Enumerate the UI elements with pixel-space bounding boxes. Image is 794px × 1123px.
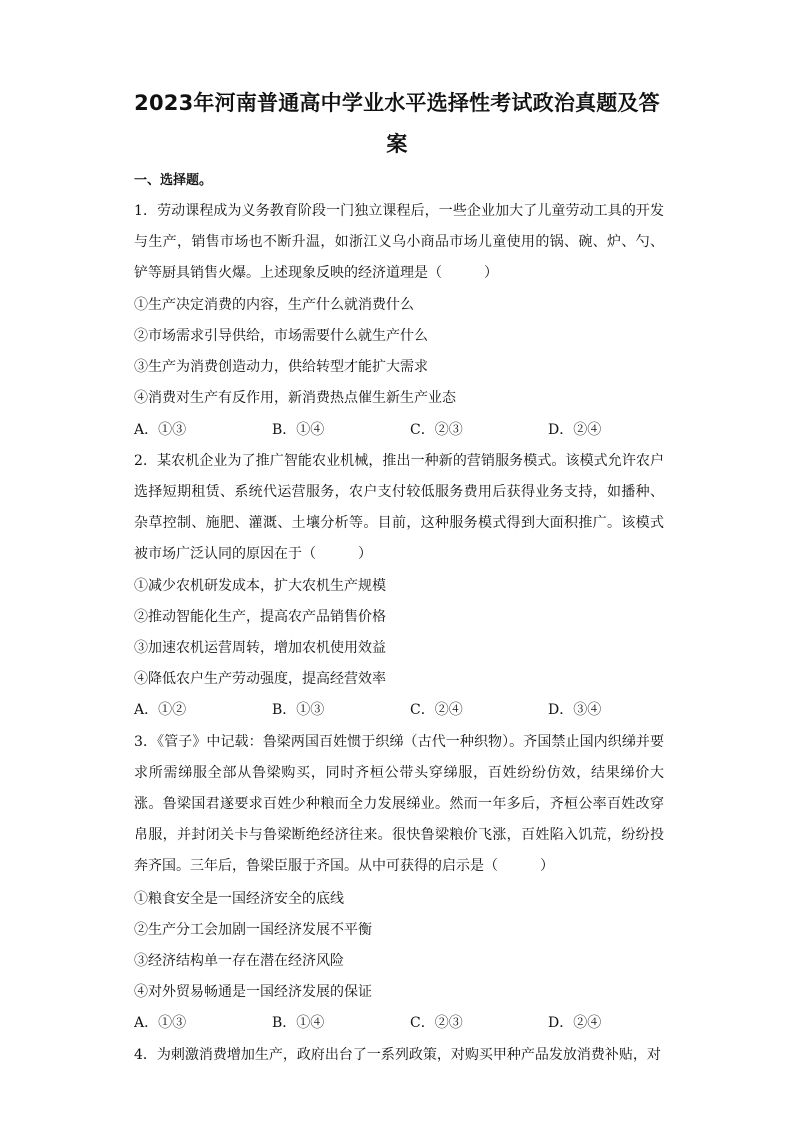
question-3-option-a: A．①③ (134, 1015, 187, 1031)
question-3-statement-2: ②生产分工会加剧一国经济发展不平衡 (134, 922, 372, 938)
question-2-statement-4: ④降低农户生产劳动强度，提高经营效率 (134, 671, 386, 687)
question-2-option-d: D．③④ (548, 702, 602, 718)
question-1-option-b: B．①④ (272, 422, 325, 438)
question-2-option-c: C．②④ (410, 702, 463, 718)
question-1-options (134, 420, 664, 440)
question-1-option-c: C．②③ (410, 422, 463, 438)
question-3-option-d: D．②④ (548, 1015, 602, 1031)
question-1-stem: 1．劳动课程成为义务教育阶段一门独立课程后，一些企业加大了儿童劳动工具的开发与生产，销售市场也不断升温，如浙江义乌小商品市场儿童使用的锅、碗、炉、勺、铲等厨具销售火爆。上述现象反映的经济道理是（ ） (134, 203, 664, 281)
document-title-line-2: 案 (386, 132, 408, 156)
question-1-option-a: A．①③ (134, 422, 187, 438)
question-1-statement-4: ④消费对生产有反作用，新消费热点催生新生产业态 (134, 390, 456, 406)
question-3-option-b: B．①④ (272, 1015, 325, 1031)
question-2-statement-2: ②推动智能化生产，提高农产品销售价格 (134, 609, 386, 625)
question-3-stem: 3．《管子》中记载：鲁梁两国百姓惯于织绨（古代一种织物）。齐国禁止国内织绨并要求所需绨服全部从鲁梁购买，同时齐桓公带头穿绨服，百姓纷纷仿效，结果绨价大涨。鲁梁国君遂要求百姓少种粮而全力发展绨业。然而一年多后，齐桓公率百姓改穿帛服，并封闭关卡与鲁梁断绝经济往来。很快鲁梁粮价飞涨，百姓陷入饥荒，纷纷投奔齐国。三年后，鲁梁臣服于齐国。从中可获得的启示是（ ） (134, 734, 664, 874)
question-1-option-d: D．②④ (548, 422, 602, 438)
question-3-statement-3: ③经济结构单一存在潜在经济风险 (134, 953, 344, 969)
question-2-statement-3: ③加速农机运营周转，增加农机使用效益 (134, 640, 386, 656)
question-1-statement-2: ②市场需求引导供给，市场需要什么就生产什么 (134, 328, 428, 344)
question-3-statement-4: ④对外贸易畅通是一国经济发展的保证 (134, 984, 372, 1000)
question-2-stem: 2．某农机企业为了推广智能农业机械，推出一种新的营销服务模式。该模式允许农户选择短期租赁、系统代运营服务，农户支付较低服务费用后获得业务支持，如播种、杂草控制、施肥、灌溉、土壤分析等。目前，这种服务模式得到大面积推广。该模式被市场广泛认同的原因在于（ ） (134, 453, 664, 562)
question-2-option-a: A．①② (134, 702, 187, 718)
question-2-options (134, 700, 664, 720)
question-4-stem: 4．为刺激消费增加生产，政府出台了一系列政策，对购买甲种产品发放消费补贴，对 (134, 1047, 661, 1063)
question-3-option-c: C．②③ (410, 1015, 463, 1031)
question-1-statement-1: ①生产决定消费的内容，生产什么就消费什么 (134, 297, 414, 313)
question-3-options (134, 1013, 664, 1033)
question-2-statement-1: ①减少农机研发成本，扩大农机生产规模 (134, 578, 386, 594)
section-heading: 一、选择题。 (134, 173, 213, 188)
question-3-statement-1: ①粮食安全是一国经济安全的底线 (134, 891, 344, 907)
question-2-option-b: B．①③ (272, 702, 325, 718)
question-1-statement-3: ③生产为消费创造动力，供给转型才能扩大需求 (134, 359, 428, 375)
document-title-line-1: 2023年河南普通高中学业水平选择性考试政治真题及答 (134, 91, 660, 115)
